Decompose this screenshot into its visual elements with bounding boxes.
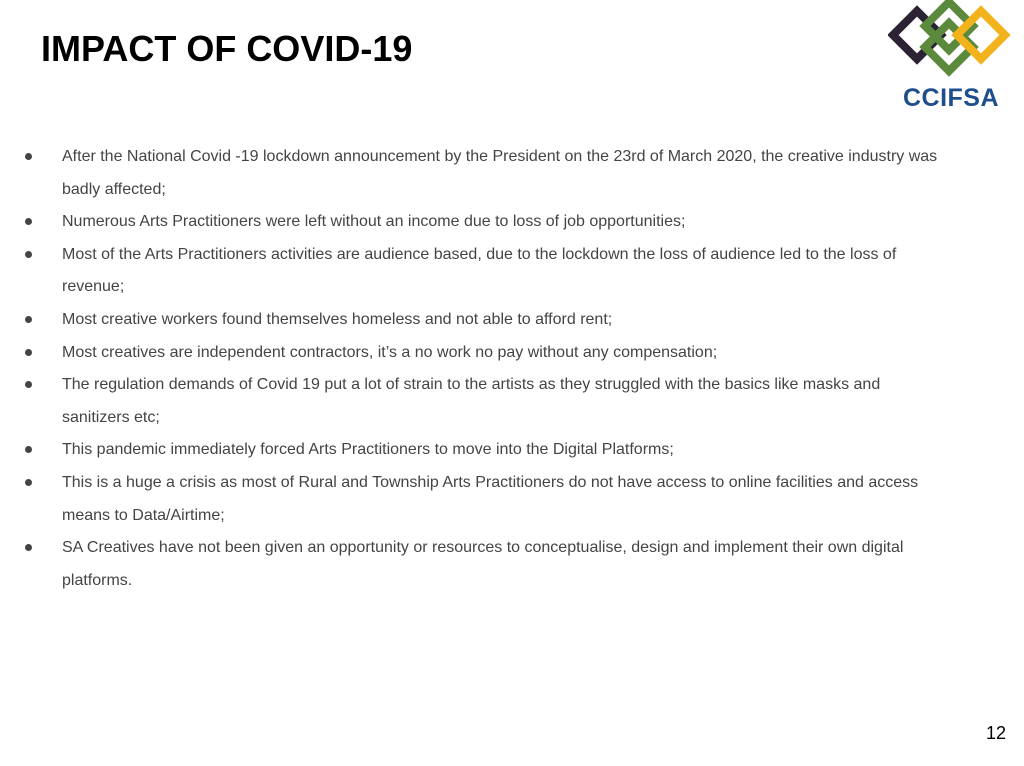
- bullet-dot-icon: [25, 446, 32, 453]
- bullet-item: [24, 369, 944, 434]
- bullet-dot-icon: [25, 349, 32, 356]
- bullet-item: [24, 141, 944, 206]
- bullet-text: Most creative workers found themselves homeless and not able to afford rent;: [62, 310, 613, 328]
- bullet-dot-icon: [25, 218, 32, 225]
- ccifsa-logo: [888, 0, 1014, 112]
- bullet-text: This is a huge a crisis as most of Rural and Township Arts Practitioners do not have access to online facilities and access means to Data/Airtime;: [62, 473, 919, 524]
- bullet-text: Numerous Arts Practitioners were left without an income due to loss of job opportunities;: [62, 213, 686, 231]
- bullet-item: [24, 532, 944, 597]
- logo-diamonds-icon: [888, 0, 1014, 84]
- bullet-dot-icon: [25, 479, 32, 486]
- bullet-dot-icon: [25, 251, 32, 258]
- bullet-list: [24, 141, 944, 597]
- bullet-dot-icon: [25, 381, 32, 388]
- bullet-item: [24, 467, 944, 532]
- slide-title: IMPACT OF COVID-19: [41, 28, 413, 69]
- bullet-text: SA Creatives have not been given an opportunity or resources to conceptualise, design and implement their own digital platforms.: [62, 539, 904, 589]
- bullet-dot-icon: [25, 153, 32, 160]
- bullet-text: This pandemic immediately forced Arts Practitioners to move into the Digital Platforms;: [62, 441, 674, 459]
- bullet-dot-icon: [25, 316, 32, 323]
- bullet-text: The regulation demands of Covid 19 put a lot of strain to the artists as they struggled with the basics like masks and sanitizers etc;: [62, 376, 881, 426]
- logo-text: CCIFSA: [902, 84, 1000, 112]
- bullet-item: [24, 239, 944, 304]
- bullet-text: Most creatives are independent contractors, it’s a no work no pay without any compensation;: [62, 343, 718, 361]
- bullet-item: [24, 434, 944, 467]
- bullet-dot-icon: [25, 544, 32, 551]
- bullet-item: [24, 337, 944, 370]
- page-number: 12: [985, 723, 1006, 743]
- bullet-text: Most of the Arts Practitioners activities are audience based, due to the lockdown the loss of audience led to the loss of revenue;: [62, 245, 897, 296]
- bullet-item: [24, 304, 944, 337]
- bullet-item: [24, 206, 944, 239]
- bullet-text: After the National Covid -19 lockdown announcement by the President on the 23rd of March 2020, the creative industry was badly affected;: [62, 148, 938, 198]
